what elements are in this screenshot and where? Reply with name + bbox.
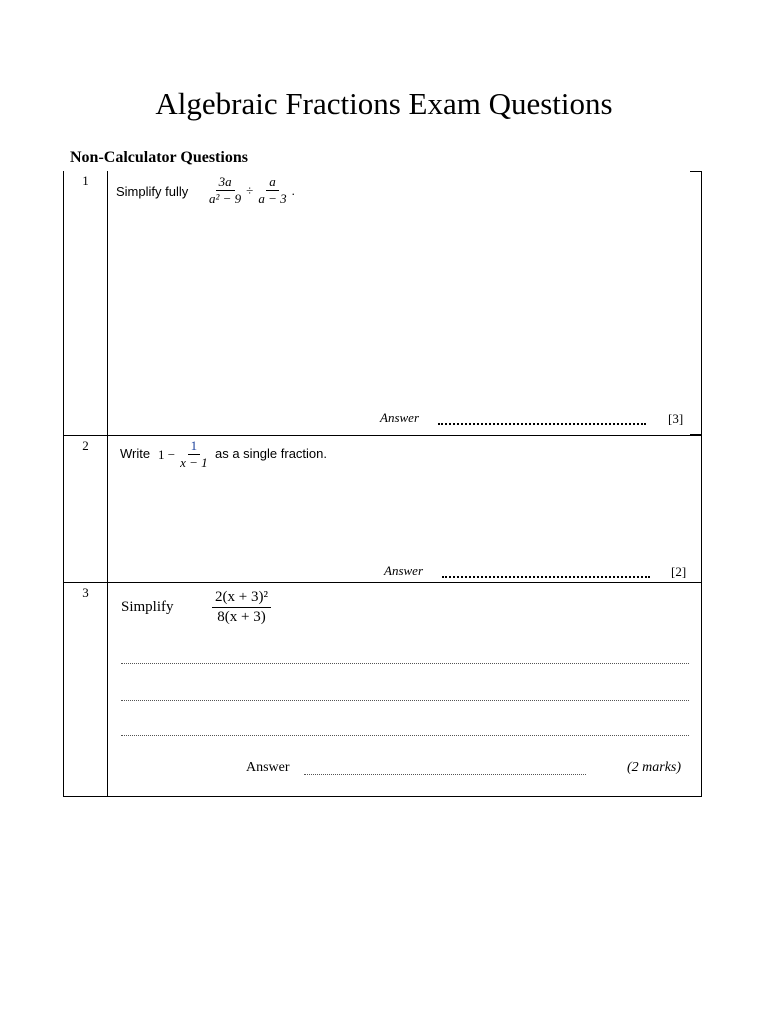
- full-stop: .: [291, 182, 295, 198]
- answer-label: Answer: [384, 563, 423, 578]
- question-number: 3: [82, 585, 89, 600]
- question-number: 1: [82, 173, 89, 188]
- fraction: [212, 589, 271, 625]
- marks-label: [2]: [671, 564, 687, 579]
- fraction-denominator: a − 3: [258, 191, 287, 207]
- column-divider: [107, 583, 108, 796]
- answer-label: Answer: [380, 410, 419, 425]
- expression-lead: 1 −: [158, 446, 176, 462]
- section-title: Non-Calculator Questions: [70, 149, 248, 166]
- answer-label: Answer: [246, 760, 290, 775]
- question-prompt-after: as a single fraction.: [215, 446, 328, 461]
- question-prompt-before: Write: [120, 446, 151, 461]
- working-line[interactable]: [121, 700, 689, 701]
- question-number: 2: [82, 438, 89, 453]
- column-divider: [107, 171, 108, 435]
- question-prompt: Simplify: [121, 599, 174, 615]
- question-1-row: [63, 171, 702, 435]
- fraction-numerator: a: [266, 175, 279, 191]
- working-line[interactable]: [121, 663, 689, 664]
- working-line[interactable]: [121, 735, 689, 736]
- question-expression: [212, 589, 271, 625]
- answer-line[interactable]: [304, 774, 586, 775]
- fraction-numerator: 1: [188, 439, 201, 455]
- marks-label: (2 marks): [627, 760, 682, 775]
- fraction-denominator: a² − 9: [209, 191, 242, 207]
- questions-table: [63, 171, 701, 797]
- divide-operator: ÷: [246, 182, 254, 198]
- marks-label: [3]: [668, 411, 684, 426]
- question-2-row: [63, 435, 702, 583]
- question-expression: [158, 439, 211, 471]
- border-tick: [690, 171, 702, 172]
- answer-line[interactable]: [438, 423, 646, 425]
- right-border: [701, 436, 702, 583]
- right-border: [701, 171, 702, 435]
- fraction-denominator: x − 1: [180, 455, 208, 471]
- fraction-numerator: 2(x + 3)²: [212, 589, 271, 608]
- question-expression: [206, 175, 295, 207]
- fraction-denominator: 8(x + 3): [217, 608, 266, 625]
- column-divider: [107, 436, 108, 583]
- fraction-numerator: 3a: [216, 175, 235, 191]
- fraction: [255, 175, 289, 207]
- page-title: Algebraic Fractions Exam Questions: [155, 86, 613, 121]
- answer-line[interactable]: [442, 576, 650, 578]
- question-3-row: [63, 582, 702, 797]
- question-prompt: Simplify fully: [116, 184, 189, 199]
- fraction: [206, 175, 244, 207]
- fraction: [177, 439, 211, 471]
